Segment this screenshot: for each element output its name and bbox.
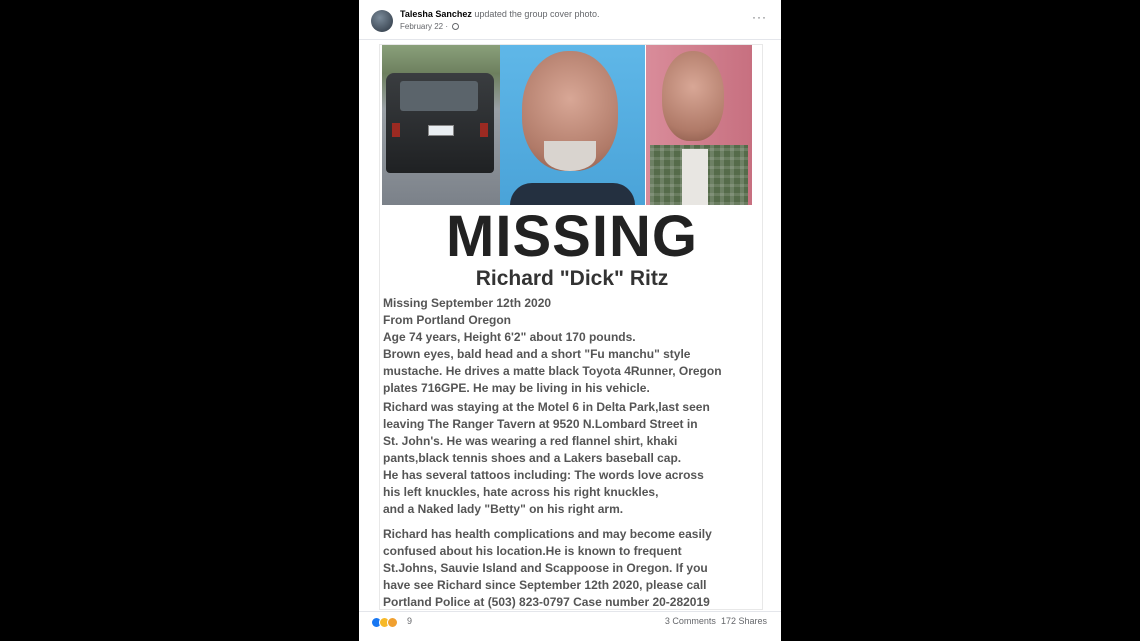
avatar[interactable] <box>371 10 393 32</box>
shirt <box>510 183 635 205</box>
care-reaction-icon[interactable] <box>387 617 398 628</box>
text-line: Portland Police at (503) 823-0797 Case number 20-282019 <box>383 595 710 609</box>
comments-link[interactable]: 3 Comments <box>664 616 716 626</box>
post-stats <box>665 616 767 626</box>
tail-light <box>392 123 400 137</box>
description-paragraph <box>383 295 761 397</box>
tail-light <box>480 123 488 137</box>
text-line: mustache. He drives a matte black Toyota 4Runner, Oregon <box>383 364 722 378</box>
missing-poster-image[interactable] <box>379 44 763 610</box>
vehicle-photo <box>382 45 500 205</box>
text-line: have see Richard since September 12th 2020, please call <box>383 578 707 592</box>
post-action: updated the group cover photo. <box>474 9 600 19</box>
text-line: Brown eyes, bald head and a short "Fu manchu" style <box>383 347 691 361</box>
text-line: St. John's. He was wearing a red flannel shirt, khaki <box>383 434 678 448</box>
vehicle-shape <box>386 73 494 173</box>
last-seen-paragraph <box>383 399 761 518</box>
post-footer <box>359 611 781 641</box>
text-line: confused about his location.He is known to frequent <box>383 544 682 558</box>
text-line: his left knuckles, hate across his right knuckles, <box>383 485 659 499</box>
missing-person-name: Richard "Dick" Ritz <box>475 267 669 290</box>
globe-icon <box>452 23 459 30</box>
mugshot-photo <box>500 45 645 205</box>
more-options-button[interactable]: ··· <box>752 10 767 24</box>
text-line: Richard was staying at the Motel 6 in Delta Park,last seen <box>383 400 710 414</box>
post-date[interactable]: February 22 <box>400 22 444 31</box>
text-line: He has several tattoos including: The words love across <box>383 468 704 482</box>
face <box>662 51 724 141</box>
author-name[interactable]: Talesha Sanchez <box>400 9 472 19</box>
author-line <box>400 9 600 19</box>
reaction-count[interactable]: 9 <box>407 616 413 626</box>
shares-link[interactable]: 172 Shares <box>720 616 767 626</box>
text-line: leaving The Ranger Tavern at 9520 N.Lombard Street in <box>383 417 698 431</box>
text-line: and a Naked lady "Betty" on his right arm. <box>383 502 624 516</box>
text-line: pants,black tennis shoes and a Lakers baseball cap. <box>383 451 682 465</box>
white-tee <box>682 149 708 205</box>
post-header <box>359 0 781 40</box>
selfie-photo <box>646 45 752 205</box>
facebook-post <box>359 0 781 641</box>
text-line: Richard has health complications and may become easily <box>383 527 712 541</box>
text-line: Age 74 years, Height 6'2" about 170 pounds. <box>383 330 636 344</box>
license-plate <box>428 125 454 136</box>
text-line: Missing September 12th 2020 <box>383 296 552 310</box>
text-line: plates 716GPE. He may be living in his vehicle. <box>383 381 650 395</box>
post-meta: February 22 · <box>400 22 459 31</box>
contact-paragraph <box>383 526 761 610</box>
vehicle-window <box>400 81 478 111</box>
beard <box>544 141 596 171</box>
text-line: St.Johns, Sauvie Island and Scappoose in Oregon. If you <box>383 561 708 575</box>
poster-headline: MISSING <box>446 204 698 269</box>
text-line: From Portland Oregon <box>383 313 512 327</box>
